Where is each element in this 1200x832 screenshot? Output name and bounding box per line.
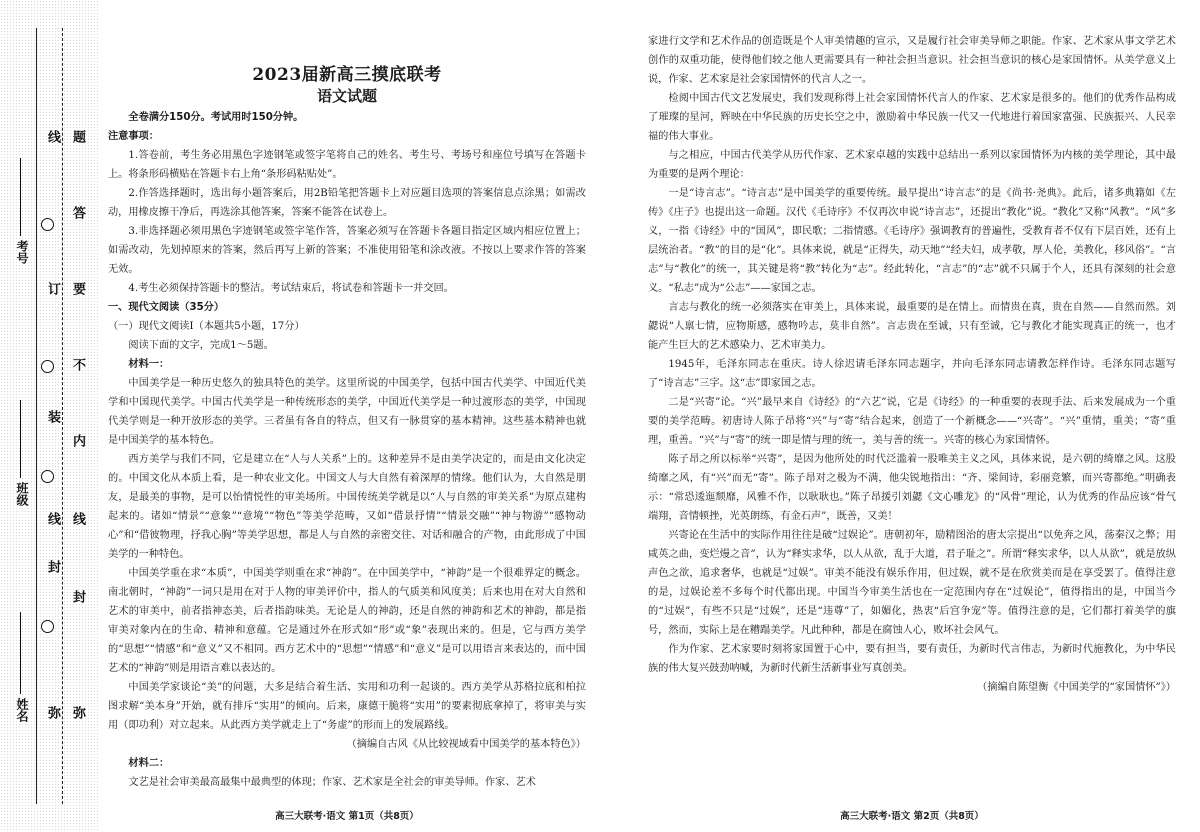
exam-no-label: 考号 [15, 240, 29, 264]
notice-item: 4.考生必须保持答题卡的整洁。考试结束后，将试卷和答题卡一并交回。 [128, 283, 454, 294]
subject-title: 语文试题 [316, 87, 377, 105]
mark-xian-top: 线 [45, 130, 60, 143]
material-2-label: 材料二： [128, 758, 170, 769]
notice-item: 2.作答选择题时，选出每小题答案后，用2B铅笔把答题卡上对应题目选项的答案信息点涂黑；如需改动，用橡皮擦干净后，再选涂其他答案，答案不能答在试卷上。 [108, 188, 586, 218]
seal-word-feng: 封 [70, 590, 85, 603]
class-line [20, 400, 21, 478]
material-paragraph: 作为作家、艺术家要时刻将家国置于心中，要有担当，要有责任，为新时代言伟志，为新时代施教化，为中华民族的伟大复兴鼓劲呐喊，为新时代新生活新事业写真创美。 [648, 644, 1176, 674]
material-1-source: （摘编自古风《从比较视域看中国美学的基本特色》） [346, 739, 586, 750]
material-2-source: （摘编自陈望衡《中国美学的“家国情怀”》） [977, 682, 1176, 693]
mark-mi: 弥 [45, 706, 60, 719]
seal-word-xian: 线 [70, 512, 85, 525]
exam-meta: 全卷满分150分。考试用时150分钟。 [128, 112, 304, 123]
mark-ding: 订 [45, 282, 60, 295]
page-footer-1: 高三大联考·语文 第1页（共8页） [275, 811, 419, 822]
seal-word-da: 答 [70, 206, 85, 219]
section-heading: 一、现代文阅读（35分） [108, 302, 225, 313]
exam-no-line [20, 158, 21, 236]
seal-word-mi: 弥 [70, 706, 85, 719]
material-paragraph: 中国美学是一种历史悠久的独具特色的美学。这里所说的中国美学，包括中国古代美学、中国近代美学和中国现代美学。中国古代美学是一种传统形态的美学，中国近代美学是一种过渡形态的美学，中国现代美学则是一种开放形态的美学。三者虽有各自的特点，但又有一脉贯穿的基本精神。这些基本精神也就是中国美学的基本特色。 [108, 378, 586, 446]
page-footer-2: 高三大联考·语文 第2页（共8页） [840, 811, 984, 822]
material-paragraph: 兴寄论在生活中的实际作用往往是破“过娱论”。唐朝初年，励精图治的唐太宗提出“以免奔之风，荡秦汉之弊；用咸英之曲，变烂熳之音”，认为“释实求华，以人从欲，乱于大道，君子耻之”。所谓“释实求华，以人从欲”，就是放纵声色之欲，追求奢华，也就是“过娱”。审美不能没有娱乐作用，但过娱，就不是在欣赏美而是在享受罢了。值得注意的是，过娱论差不多每个时代都出现。中国当今审美生活也在一定范围内存在“过娱论”，值得指出的是，中国当今的“过娱”，有些不只是“过娱”，还是“违尊”了，如媚化，热衷“后宫争宠”等。值得注意的是，它们都打着美学的旗号，然而，实际上是在糟蹋美学。凡此种种，都是在腐蚀人心，败坏社会风气。 [648, 530, 1176, 636]
binding-line-outer [36, 28, 37, 804]
seal-word-bu: 不 [70, 358, 85, 371]
notice-heading: 注意事项： [108, 131, 159, 142]
notice-item: 1.答卷前，考生务必用黑色字迹钢笔或签字笔将自己的姓名、考生号、考场号和座位号填写在答题卡上。将条形码横贴在答题卡右上角“条形码粘贴处”。 [108, 150, 586, 180]
seal-word-yao: 要 [70, 282, 85, 295]
class-label: 班级 [15, 482, 29, 506]
exam-title: 2023届新高三摸底联考 [252, 65, 442, 85]
page-2 [600, 0, 1200, 832]
material-paragraph: 一是“诗言志”。“诗言志”是中国美学的重要传统。最早提出“诗言志”的是《尚书·尧典》。此后，诸多典籍如《左传》《庄子》也提出这一命题。汉代《毛诗序》不仅再次申说“诗言志”，还提出“教化”说。“教化”又称“风教”。“风”多义，一指《诗经》中的“国风”，即民歌；二指情感。《毛诗序》强调教育的普遍性，受教育者不仅有下层百姓，还有上层统治者。“教”的目的是“化”。具体来说，就是“正得失，动天地”“经夫妇，成孝敬，厚人伦，美教化，移风俗”。“言志”与“教化”的统一，其关键是将“教”转化为“志”。经此转化，“言志”的“志”就不只属于个人，还具有深刻的社会意义。“私志”成为“公志”——家国之志。 [648, 188, 1176, 294]
material-paragraph: 中国美学家谈论“美”的问题，大多是结合着生活、实用和功利一起谈的。西方美学从苏格拉底和柏拉图求解“美本身”开始，就有排斥“实用”的倾向。后来，康德干脆将“实用”的要素彻底拿掉了，将审美与实用（即功利）对立起来。从此西方美学就走上了“务虚”的形而上的发展路线。 [108, 682, 586, 731]
binding-circle [41, 620, 54, 633]
material-paragraph: 文艺是社会审美最高最集中最典型的体现；作家、艺术家是全社会的审美导师。作家、艺术 [128, 777, 536, 788]
binding-circle [41, 218, 54, 231]
reading-instruction: 阅读下面的文字，完成1～5题。 [128, 340, 274, 351]
mark-zhuang: 装 [45, 410, 60, 423]
mark-feng: 封 [45, 560, 60, 573]
material-paragraph: 中国美学重在求“本质”，中国美学则重在求“神韵”。在中国美学中，“神韵”是一个很难界定的概念。南北朝时，“神韵”一词只是用在对于人物的审美评价中，指人的气质美和风度美；后来也用在对大自然和艺术的审美中，前者指神态美，后者指韵味美。无论是人的神韵，还是自然的神韵和艺术的神韵，都是指审美对象内在的生命、精神和意蕴。它是通过外在形式如“形”或“象”表现出来的。但是，它与西方美学的“思想”“情感”和“意义”又不相同。西方艺术中的“思想”“情感”和“意义”是可以用语言来表达的，而中国艺术的“神韵”则是用语言难以表达的。 [108, 568, 586, 674]
material-paragraph: 与之相应，中国古代美学从历代作家、艺术家卓越的实践中总结出一系列以家国情怀为内核的美学理论，其中最为重要的是两个理论： [648, 150, 1176, 180]
material-2-body [648, 32, 1176, 697]
seal-word-nei: 内 [70, 434, 85, 447]
material-paragraph: 西方美学与我们不同，它是建立在“人与人关系”上的。这种差异不是由美学决定的，而是由文化决定的。中国文化从本质上看，是一种农业文化。中国文人与大自然有着深厚的情缘。他们认为，大自然是朋友，是最美的事物，是可以怡情悦性的审美场所。中国传统美学就是以“人与自然的审美关系”为原点建构起来的。诸如“情景”“意象”“意境”“物色”等美学范畴，又如“借景抒情”“情景交融”“神与物游”“感物动心”和“借彼物理，抒我心胸”等美学思想，都是人与自然的亲密交往、对话和融合的产物，由此形成了中国美学的一种特色。 [108, 454, 586, 560]
name-label: 姓名 [15, 698, 29, 722]
material-paragraph: 检阅中国古代文艺发展史，我们发现称得上社会家国情怀代言人的作家、艺术家是很多的。他们的优秀作品构成了璀璨的星河，辉映在中华民族的历史长空之中，激励着中华民族一代又一代地进行着国家富强、民族振兴、人民幸福的伟大事业。 [648, 93, 1176, 142]
material-1-label: 材料一： [128, 359, 170, 370]
subsection-heading: （一）现代文阅读Ⅰ（本题共5小题，17分） [108, 321, 305, 332]
binding-circle [41, 360, 54, 373]
material-paragraph: 家进行文学和艺术作品的创造既是个人审美情趣的宣示，又是履行社会审美导师之职能。作家、艺术家从事文学艺术创作的双重功能，使得他们较之他人更需要具有一种社会担当意识。社会担当意识的核心是家国情怀。从美学意义上说，作家、艺术家是社会家国情怀的代言人之一。 [648, 36, 1176, 85]
binding-margin [0, 0, 98, 832]
binding-circle [41, 470, 54, 483]
material-paragraph: 陈子昂之所以标举“兴寄”，是因为他所处的时代泛滥着一股唯美主义之风，具体来说，是六朝的绮靡之风。这股绮靡之风，有“兴”而无“寄”。陈子昂对之极为不满，他尖锐地指出：“齐、梁间诗，彩丽竞繁，而兴寄都绝。”明确表示：“常恐逶迤颓靡，风雅不作，以耿耿也。”陈子昂援引刘勰《文心雕龙》的“风骨”理论，认为优秀的作品应该“骨气端翔，音情顿挫，光英朗练，有金石声”，既善，又美！ [648, 454, 1176, 522]
material-paragraph: 二是“兴寄”论。“兴”最早来自《诗经》的“六艺”说，它是《诗经》的一种重要的表现手法、后来发展成为一个重要的美学范畴。初唐诗人陈子昂将“兴”与“寄”结合起来，创造了一个新概念——“兴寄”。“兴”重情，重美；“寄”重理，重善。“兴”与“寄”的统一即是情与理的统一，美与善的统一。兴寄的核心为家国情怀。 [648, 397, 1176, 446]
name-line [20, 612, 21, 694]
notice-item: 3.非选择题必须用黑色字迹钢笔或签字笔作答，答案必须写在答题卡各题目指定区域内相应位置上；如需改动，先划掉原来的答案，然后再写上新的答案；不准使用铅笔和涂改液。不按以上要求作答的答案无效。 [108, 226, 586, 275]
material-paragraph: 1945年，毛泽东同志在重庆。诗人徐迟请毛泽东同志题字，并向毛泽东同志请教怎样作诗。毛泽东同志题写了“诗言志”三字。这“志”即家国之志。 [648, 359, 1176, 389]
mark-xian: 线 [45, 512, 60, 525]
seal-word-ti: 题 [70, 130, 85, 143]
binding-line-inner [62, 28, 63, 804]
exam-body [108, 108, 586, 792]
material-paragraph: 言志与教化的统一必须落实在审美上，具体来说，最重要的是在情上。而情贵在真，贵在自然——自然而然。刘勰说“人禀七情，应物斯感，感物吟志，莫非自然”。言志贵在至诚，只有至诚，它与教化才能实现真正的统一，也才能产生巨大的艺术感染力、艺术审美力。 [648, 302, 1176, 351]
